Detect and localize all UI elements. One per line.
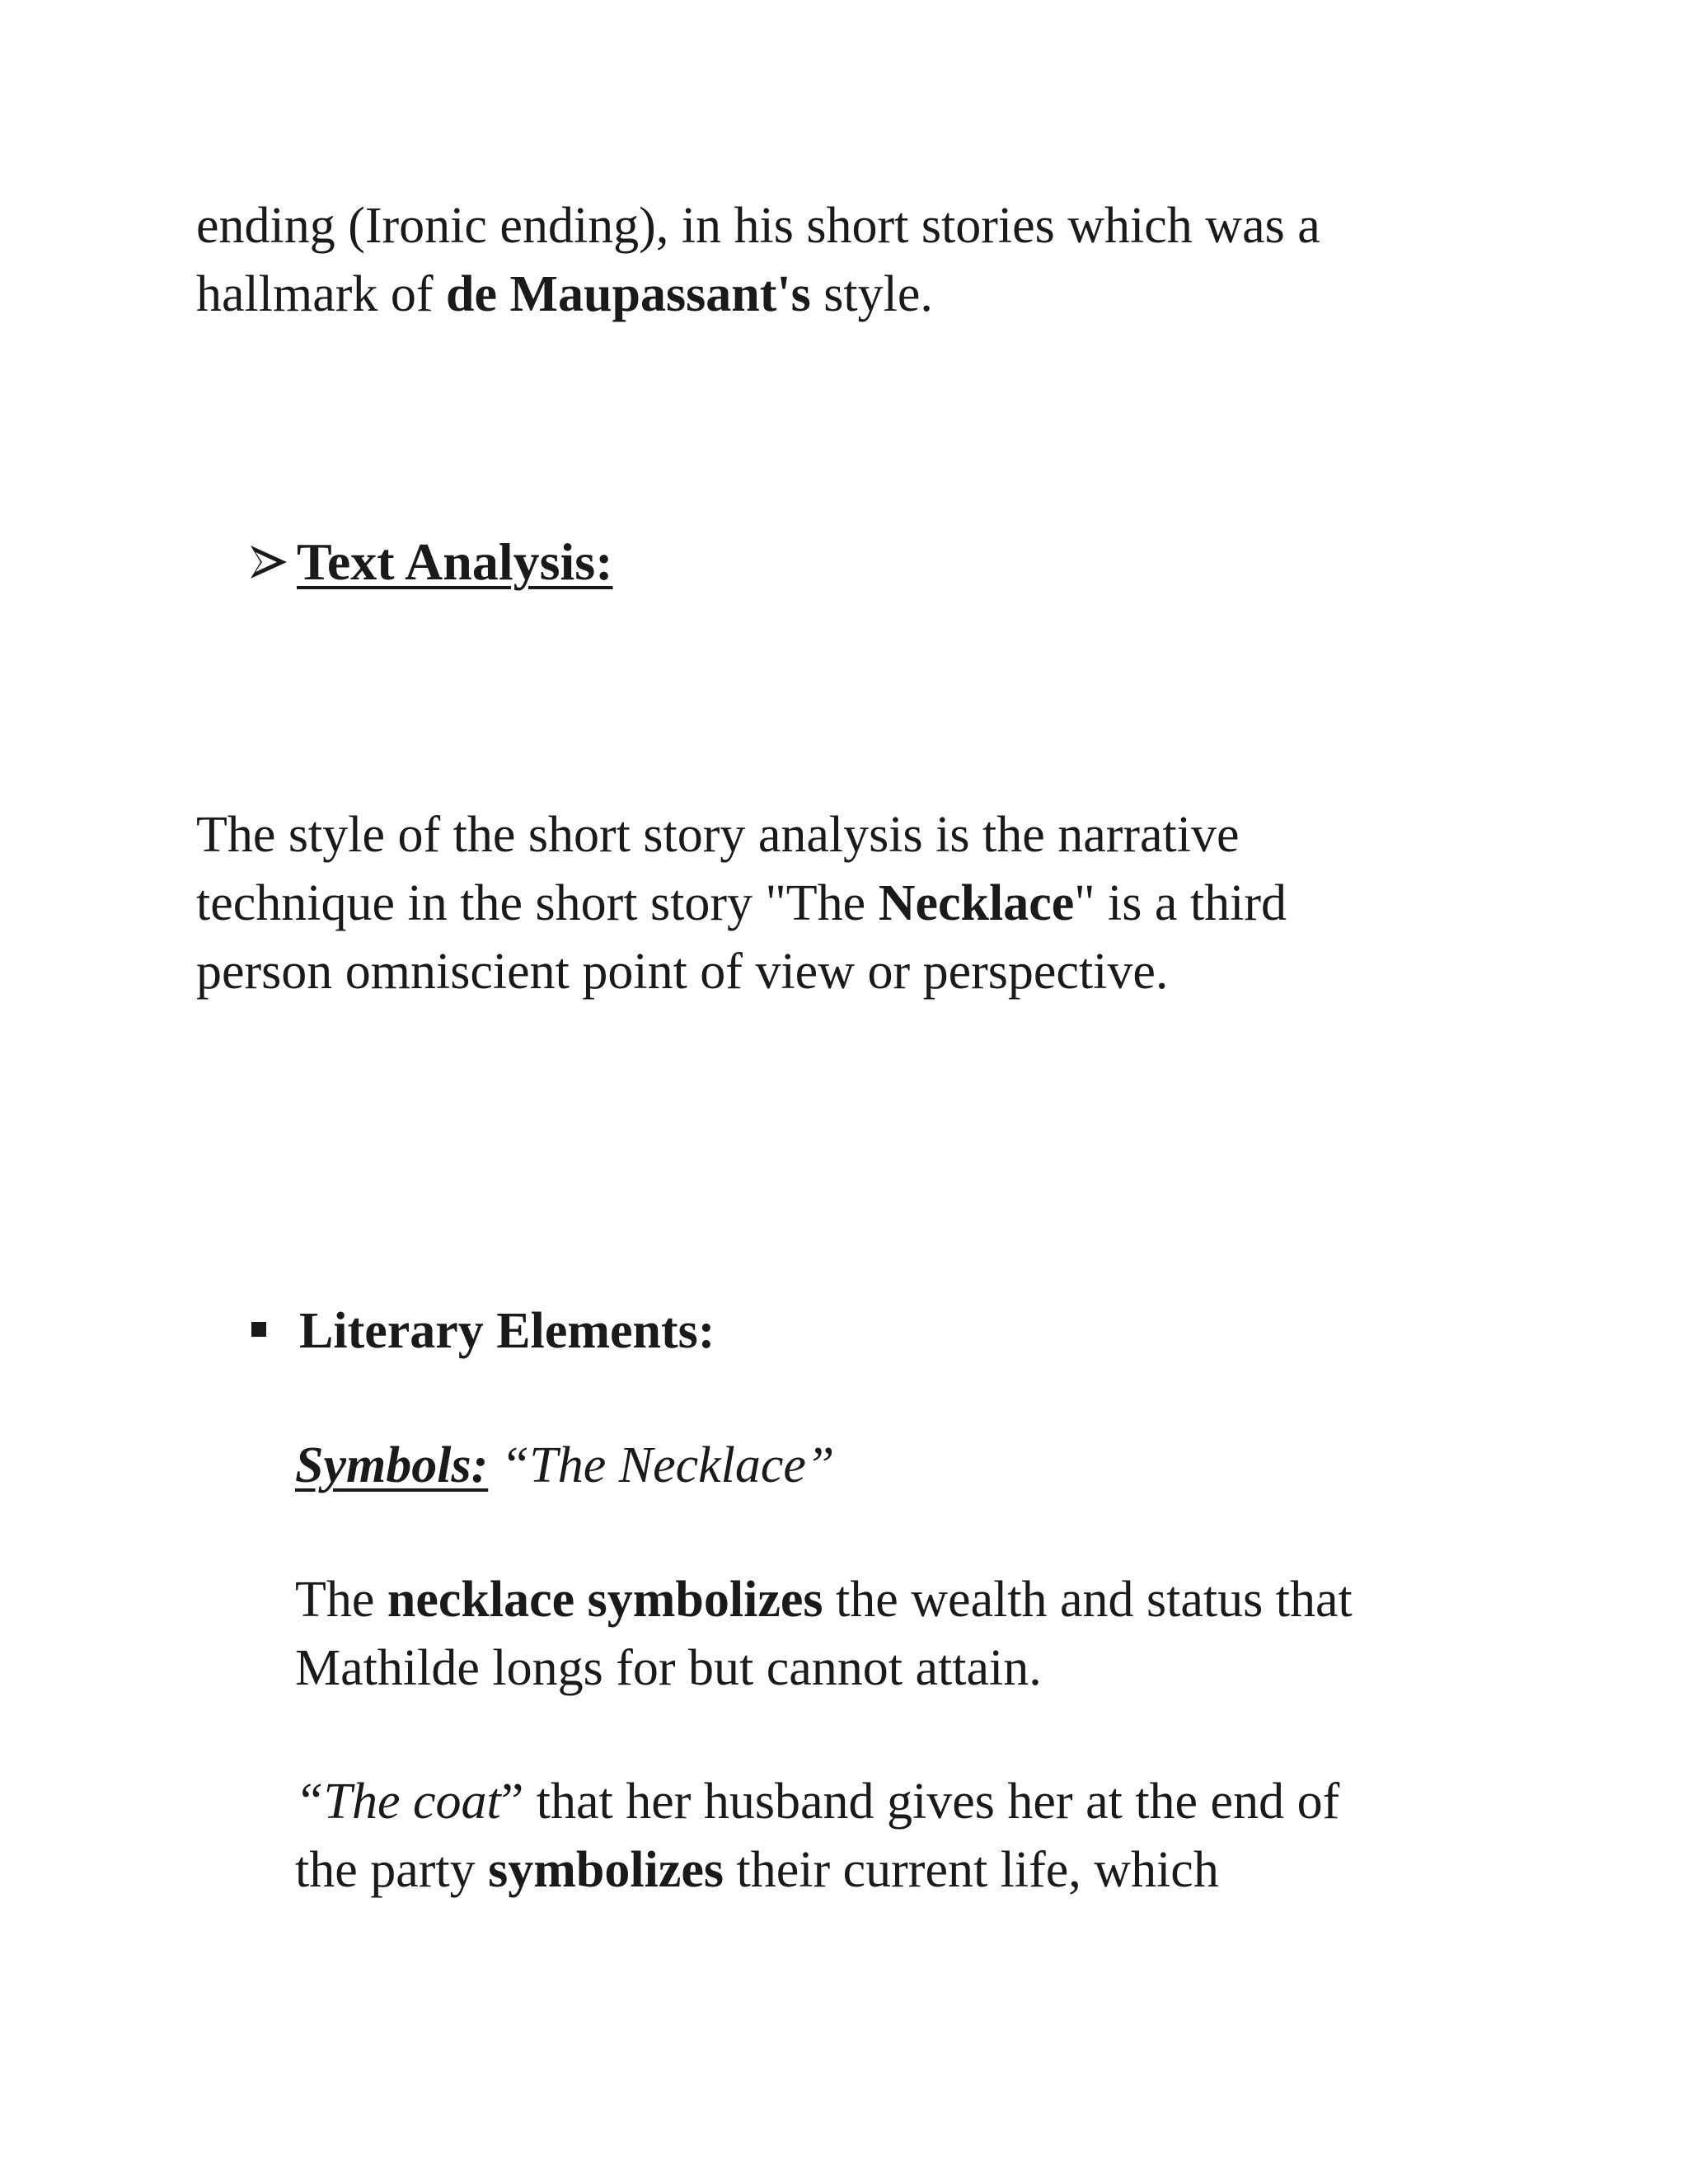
style-paragraph	[196, 801, 1287, 1006]
text-span: The	[295, 1572, 387, 1628]
story-title: Necklace	[878, 875, 1075, 931]
section-title: Literary Elements:	[299, 1303, 715, 1359]
text-line: person omniscient point of view or perspective.	[196, 944, 1169, 1000]
literary-elements-heading	[251, 1298, 715, 1364]
necklace-paragraph	[295, 1566, 1353, 1703]
text-span: hallmark of	[196, 266, 447, 322]
symbols-label: Symbols:	[295, 1437, 489, 1493]
emphasis-italic: “The coat	[295, 1774, 501, 1830]
text-span: style.	[810, 266, 933, 322]
text-line: The style of the short story analysis is the narrative	[196, 807, 1240, 863]
arrow-bullet-icon	[247, 541, 290, 583]
text-line	[196, 260, 1320, 329]
text-line: ending (Ironic ending), in his short stories which was a	[196, 198, 1320, 254]
emphasis: symbolizes	[488, 1842, 724, 1898]
coat-paragraph	[295, 1768, 1339, 1905]
text-span: technique in the short story "The	[196, 875, 879, 931]
text-span: the party	[295, 1842, 489, 1898]
text-span: " is a third	[1074, 875, 1287, 931]
text-line	[196, 869, 1287, 938]
text-line: Mathilde longs for but cannot attain.	[295, 1640, 1042, 1696]
symbols-title: “The Necklace”	[500, 1437, 835, 1493]
text-span: ” that her husband gives her at the end of	[500, 1774, 1340, 1830]
symbols-subheading	[295, 1432, 834, 1498]
text-line	[295, 1566, 1353, 1634]
text-analysis-heading	[247, 529, 613, 595]
intro-paragraph	[196, 192, 1320, 329]
author-name: de Maupassant's	[446, 266, 811, 322]
text-span: the wealth and status that	[823, 1572, 1353, 1628]
text-line	[295, 1836, 1339, 1905]
text-line	[295, 1768, 1339, 1836]
section-title: Text Analysis:	[297, 532, 613, 591]
emphasis: necklace symbolizes	[387, 1572, 823, 1628]
text-span: their current life, which	[724, 1842, 1219, 1898]
square-bullet-icon	[251, 1322, 266, 1337]
